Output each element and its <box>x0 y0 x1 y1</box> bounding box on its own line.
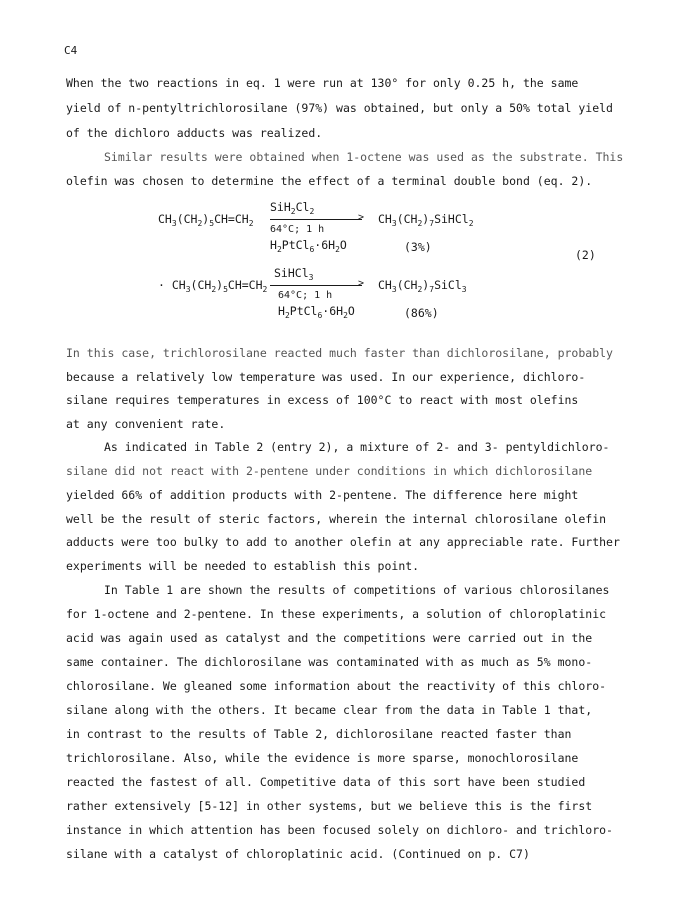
reaction2-conditions: 64°C; 1 h <box>278 290 333 301</box>
page-number: C4 <box>64 44 78 57</box>
text-line: yielded 66% of addition products with 2-pentene. The difference here might <box>66 488 579 502</box>
text-line: experiments will be needed to establish this point. <box>66 559 420 573</box>
text-line: When the two reactions in eq. 1 were run at 130° for only 0.25 h, the same <box>66 76 579 90</box>
text-line: silane requires temperatures in excess of 100°C to react with most olefins <box>66 393 579 407</box>
reaction2-product: $CH_3(CH_2)_7SiCl_3$ <box>378 278 467 294</box>
reaction2-yield: (86%) <box>404 306 439 320</box>
reaction2-reagent: SiHCl$_3$ <box>274 266 314 282</box>
text-line: Similar results were obtained when 1-octene was used as the substrate. This <box>104 150 624 164</box>
text-line: yield of n-pentyltrichlorosilane (97%) was obtained, but only a 50% total yield <box>66 101 613 115</box>
text-line: silane did not react with 2-pentene under conditions in which dichlorosilane <box>66 464 593 478</box>
text-line: adducts were too bulky to add to another olefin at any appreciable rate. Further <box>66 535 620 549</box>
text-line: acid was again used as catalyst and the competitions were carried out in the <box>66 631 593 645</box>
reaction1-product: $CH_3(CH_2)_7SiHCl_2$ <box>378 212 474 228</box>
text-line: same container. The dichlorosilane was contaminated with as much as 5% mono- <box>66 655 593 669</box>
text-line: In Table 1 are shown the results of competitions of various chlorosilanes <box>104 583 610 597</box>
text-line: instance in which attention has been focused solely on dichloro- and trichloro- <box>66 823 613 837</box>
text-line: silane with a catalyst of chloroplatinic acid. (Continued on p. C7) <box>66 847 530 861</box>
text-line: well be the result of steric factors, wherein the internal chlorosilane olefin <box>66 512 607 526</box>
equation-label: (2) <box>575 248 596 262</box>
text-line: for 1-octene and 2-pentene. In these experiments, a solution of chloroplatinic <box>66 607 607 621</box>
reaction1-yield: (3%) <box>404 240 432 254</box>
text-line: in contrast to the results of Table 2, dichlorosilane reacted faster than <box>66 727 572 741</box>
reaction1-reagent: $SiH_2Cl_2$ <box>270 200 315 216</box>
text-line: chlorosilane. We gleaned some information about the reactivity of this chloro- <box>66 679 607 693</box>
reaction1-catalyst: $H_2PtCl_6\cdot 6H_2O$ <box>270 238 347 254</box>
text-line: silane along with the others. It became clear from the data in Table 1 that, <box>66 703 593 717</box>
text-line: because a relatively low temperature was used. In our experience, dichloro- <box>66 370 586 384</box>
text-line: rather extensively [5-12] in other systems, but we believe this is the first <box>66 799 593 813</box>
text-line: at any convenient rate. <box>66 417 226 431</box>
text-line: trichlorosilane. Also, while the evidence is more sparse, monochlorosilane <box>66 751 579 765</box>
text-line: of the dichloro adducts was realized. <box>66 126 323 140</box>
reaction1-arrow <box>270 219 362 220</box>
text-line: In this case, trichlorosilane reacted much faster than dichlorosilane, probably <box>66 346 613 360</box>
text-line: olefin was chosen to determine the effect of a terminal double bond (eq. 2). <box>66 174 593 188</box>
reaction2-arrowhead: > <box>358 278 365 289</box>
reaction2-reactant: · $CH_3(CH_2)_5CH=CH_2$ <box>158 278 268 294</box>
text-line: As indicated in Table 2 (entry 2), a mixture of 2- and 3- pentyldichloro- <box>104 440 610 454</box>
reaction1-arrowhead: > <box>358 212 365 223</box>
reaction2-arrow <box>270 285 362 286</box>
reaction1-reactant: $CH_3(CH_2)_5CH=CH_2$ <box>158 212 254 228</box>
reaction2-catalyst: $H_2PtCl_6\cdot 6H_2O$ <box>278 304 355 320</box>
reaction1-conditions: 64°C; 1 h <box>270 224 325 235</box>
text-line: reacted the fastest of all. Competitive data of this sort have been studied <box>66 775 586 789</box>
